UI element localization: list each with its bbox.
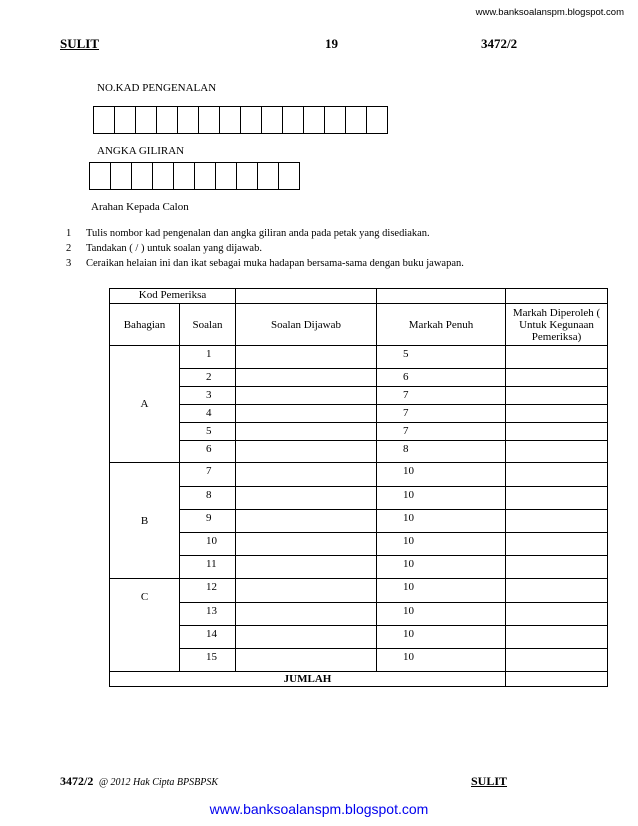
- table-row: [110, 463, 608, 487]
- table-row: [110, 649, 608, 672]
- full-mark: 7: [377, 423, 506, 441]
- site-url-bottom[interactable]: www.banksoalanspm.blogspot.com: [209, 801, 429, 817]
- table-row: [110, 387, 608, 405]
- full-mark: 7: [377, 405, 506, 423]
- marks-obtained-cell[interactable]: [506, 533, 608, 556]
- marks-obtained-cell[interactable]: [506, 463, 608, 487]
- col-header-markah-penuh: Markah Penuh: [377, 304, 506, 346]
- question-number: 3: [180, 387, 236, 405]
- full-mark: 10: [377, 510, 506, 533]
- paper-code: 3472/2: [481, 36, 518, 51]
- answered-cell[interactable]: [236, 556, 377, 579]
- answered-cell[interactable]: [236, 533, 377, 556]
- answered-cell[interactable]: [236, 387, 377, 405]
- full-mark: 10: [377, 556, 506, 579]
- table-row: [110, 423, 608, 441]
- marks-obtained-cell[interactable]: [506, 387, 608, 405]
- footer-sulit: SULIT: [471, 774, 508, 788]
- section-b-label: B: [110, 463, 180, 579]
- instructions-title: Arahan Kepada Calon: [91, 201, 189, 213]
- total-row: [110, 672, 608, 687]
- answered-cell[interactable]: [236, 649, 377, 672]
- header-sulit: SULIT: [60, 36, 100, 51]
- full-mark: 8: [377, 441, 506, 463]
- table-row: [110, 603, 608, 626]
- marks-obtained-cell[interactable]: [506, 510, 608, 533]
- full-mark: 6: [377, 369, 506, 387]
- answered-cell[interactable]: [236, 626, 377, 649]
- table-row: [110, 626, 608, 649]
- question-number: 2: [180, 369, 236, 387]
- question-number: 6: [180, 441, 236, 463]
- question-number: 9: [180, 510, 236, 533]
- answered-cell[interactable]: [236, 405, 377, 423]
- kod-pemeriksa-field[interactable]: [506, 289, 608, 304]
- answered-cell[interactable]: [236, 441, 377, 463]
- answered-cell[interactable]: [236, 579, 377, 603]
- marks-obtained-cell[interactable]: [506, 579, 608, 603]
- answered-cell[interactable]: [236, 603, 377, 626]
- ic-label: NO.KAD PENGENALAN: [97, 82, 217, 94]
- answered-cell[interactable]: [236, 510, 377, 533]
- col-header-soalan-dijawab: Soalan Dijawab: [236, 304, 377, 346]
- marks-table: [109, 288, 608, 687]
- ic-number-boxes[interactable]: [93, 106, 388, 134]
- table-row: [110, 405, 608, 423]
- table-row: [110, 369, 608, 387]
- question-number: 14: [180, 626, 236, 649]
- question-number: 12: [180, 579, 236, 603]
- marks-obtained-cell[interactable]: [506, 346, 608, 369]
- angka-giliran-label: ANGKA GILIRAN: [97, 145, 185, 157]
- full-mark: 10: [377, 603, 506, 626]
- angka-giliran-boxes[interactable]: [89, 162, 300, 190]
- full-mark: 7: [377, 387, 506, 405]
- full-mark: 10: [377, 533, 506, 556]
- answered-cell[interactable]: [236, 423, 377, 441]
- section-a-label: A: [110, 346, 180, 463]
- marks-obtained-cell[interactable]: [506, 487, 608, 510]
- total-marks-cell[interactable]: [506, 672, 608, 687]
- marks-obtained-cell[interactable]: [506, 603, 608, 626]
- answered-cell[interactable]: [236, 487, 377, 510]
- instruction-item: 2 Tandakan ( / ) untuk soalan yang dijawab.: [66, 243, 262, 254]
- table-row: [110, 487, 608, 510]
- marks-obtained-cell[interactable]: [506, 556, 608, 579]
- full-mark: 10: [377, 579, 506, 603]
- col-header-bahagian: Bahagian: [110, 304, 180, 346]
- question-number: 1: [180, 346, 236, 369]
- marks-obtained-cell[interactable]: [506, 649, 608, 672]
- question-number: 4: [180, 405, 236, 423]
- kod-pemeriksa-label: Kod Pemeriksa: [110, 289, 236, 304]
- table-row: [110, 533, 608, 556]
- site-url-top: www.banksoalanspm.blogspot.com: [475, 7, 624, 18]
- full-mark: 10: [377, 463, 506, 487]
- question-number: 10: [180, 533, 236, 556]
- table-row: [110, 510, 608, 533]
- jumlah-label: JUMLAH: [110, 672, 506, 687]
- col-header-markah-diperoleh: Markah Diperoleh ( Untuk Kegunaan Pemeriksa): [506, 304, 608, 346]
- full-mark: 5: [377, 346, 506, 369]
- question-number: 11: [180, 556, 236, 579]
- page-number: 19: [325, 36, 338, 51]
- full-mark: 10: [377, 649, 506, 672]
- table-row: [110, 579, 608, 603]
- answered-cell[interactable]: [236, 346, 377, 369]
- question-number: 7: [180, 463, 236, 487]
- section-c-label: C: [110, 579, 180, 672]
- col-header-soalan: Soalan: [180, 304, 236, 346]
- marks-obtained-cell[interactable]: [506, 369, 608, 387]
- footer-paper-code: 3472/2: [60, 774, 94, 788]
- answered-cell[interactable]: [236, 369, 377, 387]
- table-row: [110, 441, 608, 463]
- footer-left: [60, 774, 218, 789]
- marks-obtained-cell[interactable]: [506, 626, 608, 649]
- question-number: 5: [180, 423, 236, 441]
- marks-obtained-cell[interactable]: [506, 441, 608, 463]
- instruction-item: 1 Tulis nombor kad pengenalan dan angka giliran anda pada petak yang disediakan.: [66, 228, 430, 239]
- marks-obtained-cell[interactable]: [506, 405, 608, 423]
- question-number: 13: [180, 603, 236, 626]
- full-mark: 10: [377, 487, 506, 510]
- table-row: [110, 346, 608, 369]
- question-number: 8: [180, 487, 236, 510]
- instruction-item: 3 Ceraikan helaian ini dan ikat sebagai muka hadapan bersama-sama dengan buku jawapan.: [66, 258, 464, 269]
- footer-copyright: @ 2012 Hak Cipta BPSBPSK: [98, 777, 219, 788]
- kod-pemeriksa-field[interactable]: [377, 289, 506, 304]
- kod-pemeriksa-field[interactable]: [236, 289, 377, 304]
- marks-obtained-cell[interactable]: [506, 423, 608, 441]
- table-row: [110, 556, 608, 579]
- full-mark: 10: [377, 626, 506, 649]
- instructions-list: [66, 226, 464, 271]
- answered-cell[interactable]: [236, 463, 377, 487]
- question-number: 15: [180, 649, 236, 672]
